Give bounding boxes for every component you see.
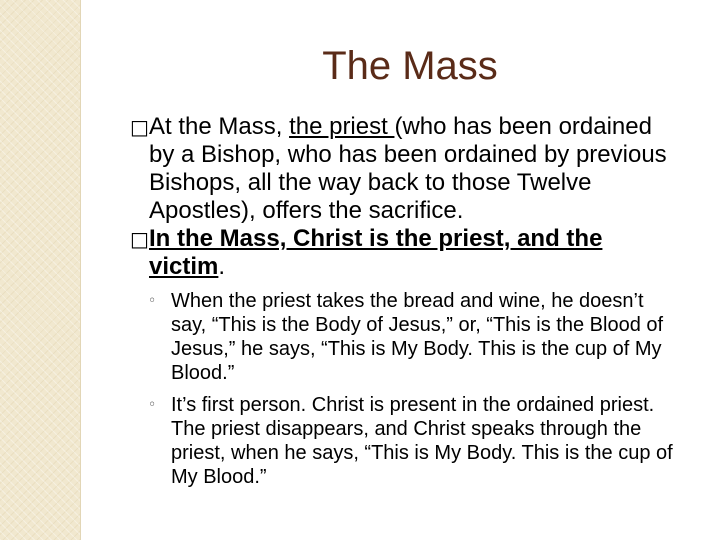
sub-bullet-text: It’s first person. Christ is present in the ordained priest. The priest disappears, and Christ speaks through the priest, when he says, “This is My Body. This is the cup of My Blood.” <box>171 394 673 488</box>
bullet-text: At the Mass, <box>149 113 290 140</box>
square-bullet-icon: □ <box>130 227 149 251</box>
sub-bullet-item <box>148 289 675 385</box>
square-bullet-icon: □ <box>130 115 149 139</box>
slide-body <box>130 113 675 489</box>
bullet-underlined-text: the priest <box>289 113 395 140</box>
bullet-text: (who has been ordained by a Bishop, who has been ordained by previous Bishops, all the way back to those Twelve Apostles), offers the sacrifice. <box>149 113 667 224</box>
sub-bullet-text: When the priest takes the bread and wine, he doesn’t say, “This is the Body of Jesus,” or, “This is the Blood of Jesus,” he says, “This is My Body. This is the cup of My Blood.” <box>171 290 664 384</box>
bullet-emphasis-text: In the Mass, Christ is the priest, and the victim <box>149 225 603 280</box>
sidebar-divider <box>80 0 81 540</box>
circle-bullet-icon: ◦ <box>148 397 157 413</box>
bullet-item <box>130 225 675 281</box>
bullet-text: . <box>218 253 226 280</box>
bullet-item <box>130 113 675 225</box>
sub-bullet-item <box>148 393 675 489</box>
slide-title: The Mass <box>322 44 498 88</box>
circle-bullet-icon: ◦ <box>148 293 157 309</box>
decorative-sidebar <box>0 0 80 540</box>
sub-bullet-list <box>130 289 675 489</box>
